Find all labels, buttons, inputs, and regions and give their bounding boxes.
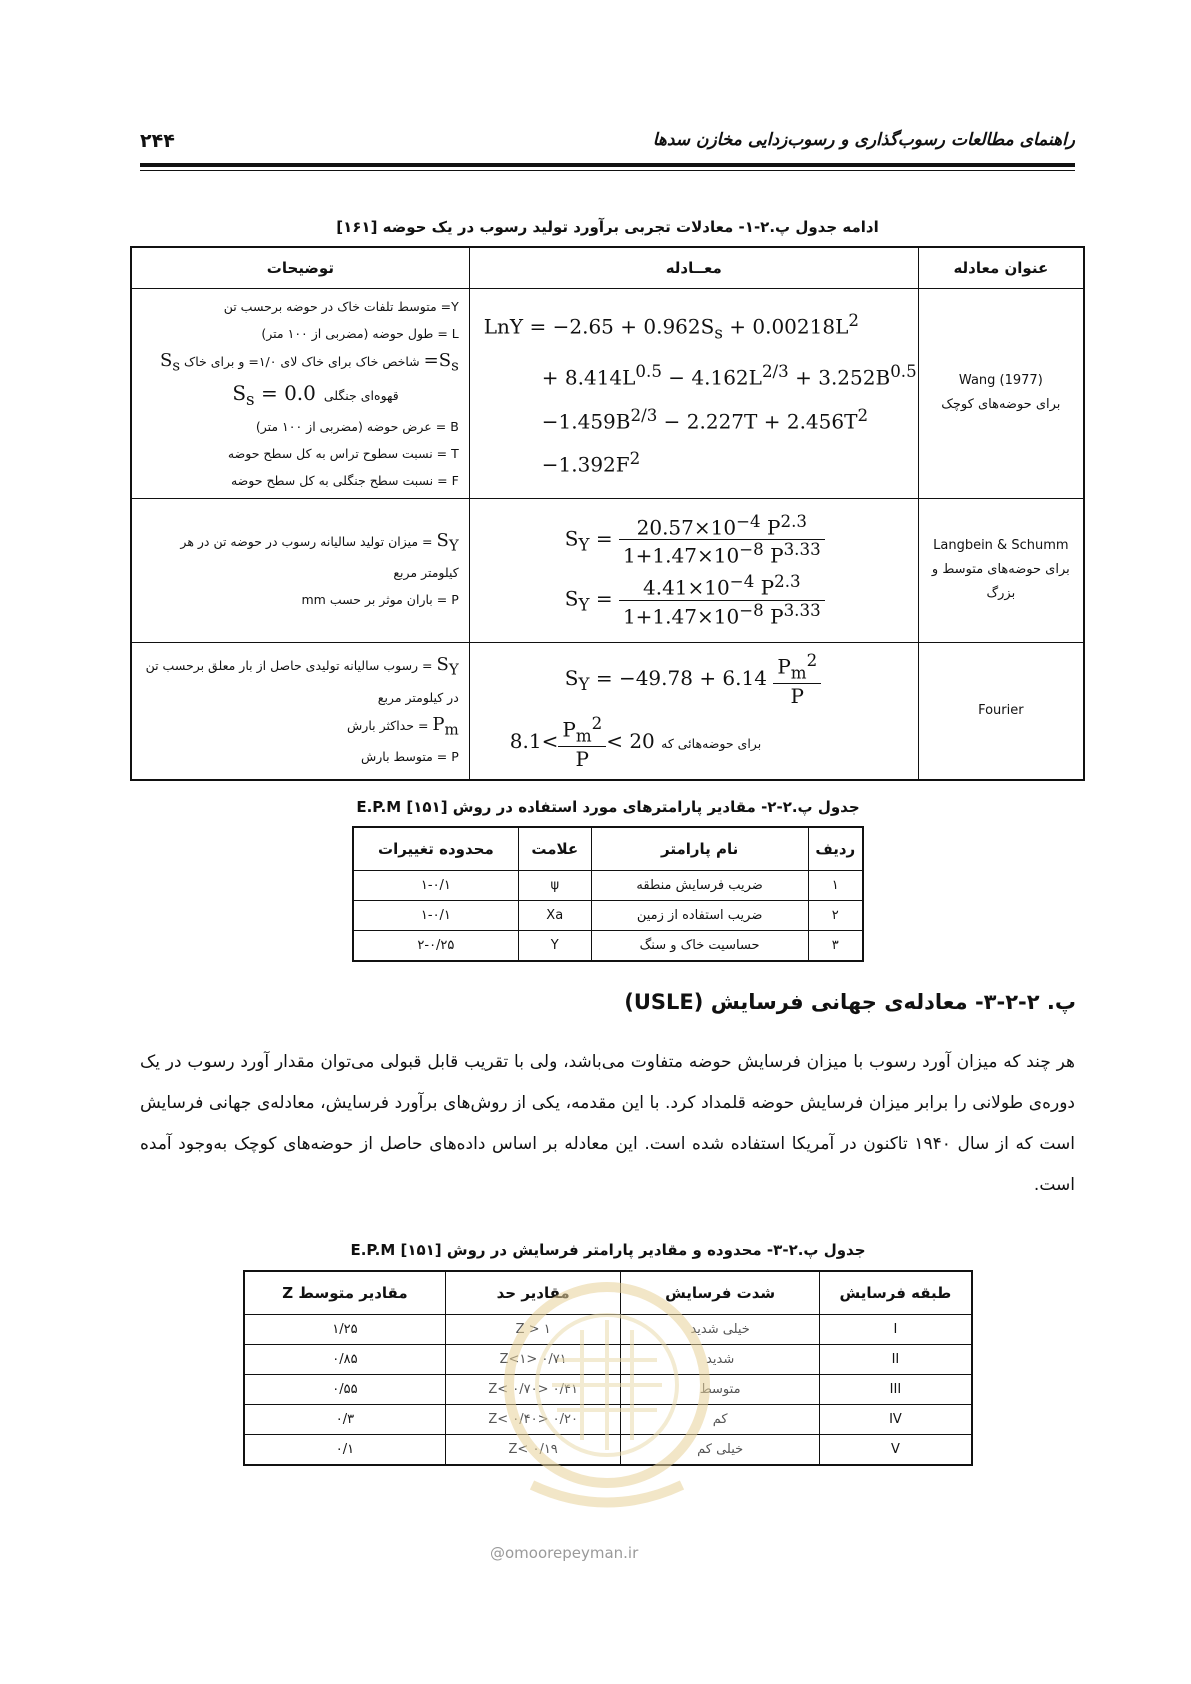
table-row: IV کم ۰/۲۰ <Z< ۰/۴۰ ۰/۳ bbox=[244, 1405, 972, 1435]
row1-title: Wang (1977) برای حوضه‌های کوچک bbox=[918, 289, 1084, 499]
body-paragraph: هر چند که میزان آورد رسوب با میزان فرسایش حوضه متفاوت می‌باشد، ولی با تقریب قابل قبولی می‌توان مقدار آورد رسوب در یک دوره‌ی طولانی را برابر میزان فرسایش حوضه قلمداد کرد. با این مقدمه، یکی از روش‌های برآورد فرسایش، معادله‌ی جهانی فرسایش است که از سال ۱۹۴۰ تاکنون در آمریکا استفاده شده است. این معادله بر اساس داده‌های حاصل از حوضه‌های کوچک به‌وجود آمده است. bbox=[140, 1052, 1075, 1195]
row2-description: $S_Y$ = میزان تولید سالیانه رسوب در حوضه تن در هر کیلومتر مربع P = باران موثر بر حسب mm bbox=[131, 498, 469, 642]
table-row: I خیلی شدید Z > ۱ ۱/۲۵ bbox=[244, 1315, 972, 1345]
equations-table bbox=[130, 246, 1085, 781]
book-title: راهنمای مطالعات رسوب‌گذاری و رسوب‌زدایی مخازن سدها bbox=[652, 130, 1075, 150]
table2-caption: جدول پ.۲-۲- مقادیر پارامترهای مورد استفاده در روش E.P.M [۱۵۱] bbox=[356, 798, 860, 816]
header-rule-thin bbox=[140, 170, 1075, 171]
table-header-row bbox=[131, 247, 1084, 289]
table-row bbox=[131, 289, 1084, 499]
table-row bbox=[131, 498, 1084, 642]
header-description: توضیحات bbox=[131, 247, 469, 289]
table-header-row: طبقه فرسایش شدت فرسایش مقادیر حد مقادیر متوسط Z bbox=[244, 1271, 972, 1315]
table-row bbox=[131, 642, 1084, 780]
row1-equation: LnY = $-2.65 + 0.962S_s + 0.00218L^2$ + $8.414L^{0.5} - 4.162L^{2/3} + 3.252B^{0.5}$ $-1.459B^{2/3} - 2.227T + 2.456T^2$ $-1.392F^2$ bbox=[469, 289, 918, 499]
page-number: ۲۴۴ bbox=[140, 130, 175, 152]
header-title: عنوان معادله bbox=[918, 247, 1084, 289]
table-row: ۲ ضریب استفاده از زمین Xa ۱-۰/۱ bbox=[353, 901, 863, 931]
row1-description: Y= متوسط تلفات خاک در حوضه برحسب تن L = طول حوضه (مضربی از ۱۰۰ متر) $S_s=$ شاخص خاک برای خاک لای ۱/۰= و برای خاک $S_s$ قهوه‌ای جنگلی $S_s = 0.0$ B = عرض حوضه (مضربی از ۱۰۰ متر) T = نسبت سطوح تراس به کل سطح حوضه F = نسبت سطح جنگلی به کل سطح حوضه bbox=[131, 289, 469, 499]
section-heading: پ. ۲-۲-۳- معادله‌ی جهانی فرسایش (USLE) bbox=[624, 990, 1076, 1014]
table-row: ۳ حساسیت خاک و سنگ Y ۲-۰/۲۵ bbox=[353, 931, 863, 962]
table-row: III متوسط ۰/۴۱ <Z< ۰/۷۰ ۰/۵۵ bbox=[244, 1375, 972, 1405]
watermark-url: @omoorepeyman.ir bbox=[490, 1544, 639, 1562]
row3-title: Fourier bbox=[918, 642, 1084, 780]
table-header-row: ردیف نام پارامتر علامت محدوده تغییرات bbox=[353, 827, 863, 871]
table3-caption: جدول پ.۲-۳- محدوده و مقادیر پارامتر فرسایش در روش E.P.M [۱۵۱] bbox=[350, 1241, 866, 1259]
row3-equation: $S_Y = -49.78 + 6.14$ $\frac{P_m^2}{P}$ 8.1< $\frac{P_m^2}{P}$ < 20 برای حوضه‌هائی که bbox=[469, 642, 918, 780]
epm-parameters-table bbox=[352, 826, 864, 962]
page-header bbox=[140, 120, 1075, 164]
header-rule bbox=[140, 163, 1075, 167]
row2-title: Langbein & Schumm برای حوضه‌های متوسط و بزرگ bbox=[918, 498, 1084, 642]
row2-equation: $S_Y$ = $\frac{20.57\times 10^{-4} P^{2.3}}{1+1.47\times 10^{-8} P^{3.33}}$ $S_Y$ = $\frac{4.41\times 10^{-4} P^{2.3}}{1+1.47\times 10^{-8} P^{3.33}}$ bbox=[469, 498, 918, 642]
table-row: II شدید ۰/۷۱ <Z<۱ ۰/۸۵ bbox=[244, 1345, 972, 1375]
row3-description: $S_Y$ = رسوب سالیانه تولیدی حاصل از بار معلق برحسب تن در کیلومتر مربع $P_m$ = حداکثر بارش P = متوسط بارش bbox=[131, 642, 469, 780]
header-equation: معــادله bbox=[469, 247, 918, 289]
table-row: V خیلی کم Z< ۰/۱۹ ۰/۱ bbox=[244, 1435, 972, 1466]
table1-caption: ادامه جدول پ.۲-۱- معادلات تجربی برآورد تولید رسوب در یک حوضه [۱۶۱] bbox=[336, 218, 879, 236]
watermark-logo-icon bbox=[492, 1270, 722, 1550]
table-row: ۱ ضریب فرسایش منطقه ψ ۱-۰/۱ bbox=[353, 871, 863, 901]
